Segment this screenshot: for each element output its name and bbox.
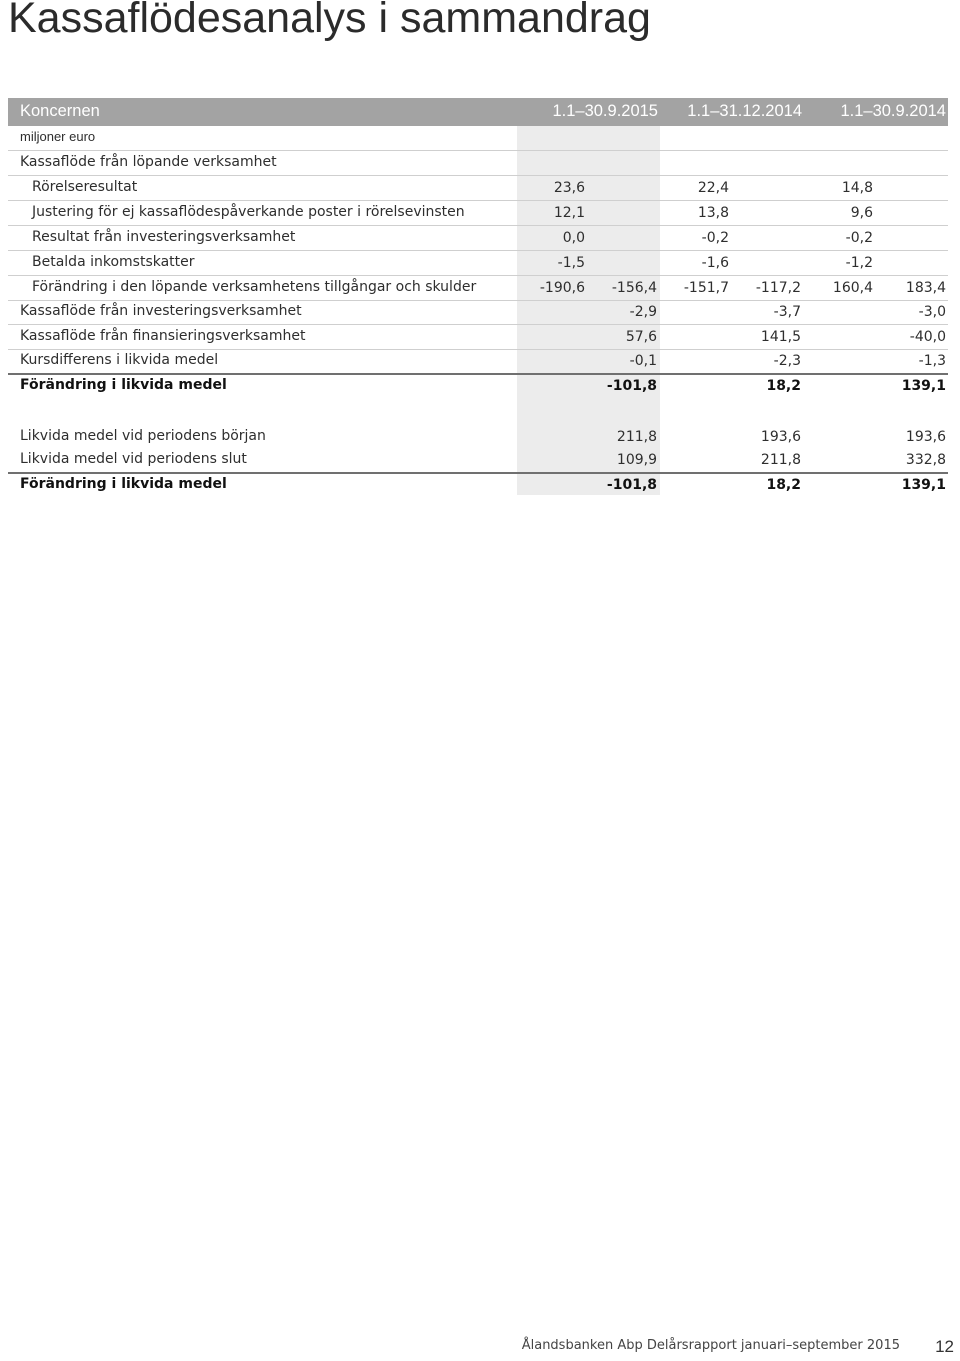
value-2015: 211,8 bbox=[616, 429, 657, 445]
page-title: Kassaflödesanalys i sammandrag bbox=[8, 0, 651, 42]
table-row bbox=[8, 251, 948, 276]
value-2015: 23,6 bbox=[553, 180, 585, 196]
header-label: Koncernen bbox=[20, 102, 100, 120]
row-label: Förändring i likvida medel bbox=[20, 476, 227, 492]
row-label: Kursdifferens i likvida medel bbox=[20, 352, 219, 368]
value-2015: 0,0 bbox=[562, 230, 585, 246]
header-col-2015: 1.1–30.9.2015 bbox=[552, 102, 658, 120]
value-2014-full: 18,2 bbox=[766, 477, 801, 493]
table-row bbox=[8, 448, 948, 473]
value-2014-q3: 139,1 bbox=[901, 378, 946, 394]
table-row bbox=[8, 151, 948, 176]
value-2014-full: 22,4 bbox=[697, 180, 729, 196]
table-row bbox=[8, 226, 948, 251]
value-2015: 12,1 bbox=[553, 205, 585, 221]
value-2014-q3: -0,2 bbox=[845, 230, 873, 246]
table-row bbox=[8, 276, 948, 301]
page-number: 12 bbox=[935, 1337, 954, 1356]
row-label: Rörelseresultat bbox=[32, 179, 138, 195]
row-label: Förändring i likvida medel bbox=[20, 377, 227, 393]
value-2015: 57,6 bbox=[625, 329, 657, 345]
table-row bbox=[8, 201, 948, 226]
value-2015: -101,8 bbox=[606, 378, 657, 394]
value-2014-full: 13,8 bbox=[697, 205, 729, 221]
row-label: Betalda inkomstskatter bbox=[32, 254, 195, 270]
row-label: Förändring i den löpande verksamhetens tillgångar och skulder bbox=[32, 279, 477, 295]
header-col-2014-full: 1.1–31.12.2014 bbox=[687, 102, 802, 120]
table-row bbox=[8, 325, 948, 350]
table-row bbox=[8, 473, 948, 498]
value-2014-full: 141,5 bbox=[760, 329, 801, 345]
row-label: Resultat från investeringsverksamhet bbox=[32, 229, 296, 245]
value-2015: -156,4 bbox=[611, 280, 657, 296]
row-label: Kassaflöde från investeringsverksamhet bbox=[20, 303, 302, 319]
value-2014-q3: -1,3 bbox=[918, 353, 946, 369]
row-label: Likvida medel vid periodens början bbox=[20, 428, 266, 444]
row-label: Likvida medel vid periodens slut bbox=[20, 451, 247, 467]
unit-label: miljoner euro bbox=[20, 129, 96, 144]
value-2014-q3: 14,8 bbox=[841, 180, 873, 196]
table-row bbox=[8, 349, 948, 374]
table-row bbox=[8, 300, 948, 325]
value-2015: -0,1 bbox=[629, 353, 657, 369]
value-2015: -2,9 bbox=[629, 304, 657, 320]
row-label: Kassaflöde från finansieringsverksamhet bbox=[20, 328, 306, 344]
value-2014-q3: -40,0 bbox=[909, 329, 946, 345]
table-header bbox=[8, 98, 948, 126]
value-2015: -101,8 bbox=[606, 477, 657, 493]
value-2015: -1,5 bbox=[557, 255, 585, 271]
value-2014-q3: 332,8 bbox=[905, 452, 946, 468]
value-2014-full: 193,6 bbox=[760, 429, 801, 445]
table-row bbox=[8, 425, 948, 450]
value-2014-full: -2,3 bbox=[773, 353, 801, 369]
row-label: Justering för ej kassaflödespåverkande poster i rörelsevinsten bbox=[32, 204, 465, 220]
value-2014-q3: -1,2 bbox=[845, 255, 873, 271]
table-row bbox=[8, 176, 948, 201]
value-2014-full: 18,2 bbox=[766, 378, 801, 394]
table-row bbox=[8, 126, 948, 151]
value-2014-q3: 139,1 bbox=[901, 477, 946, 493]
table-row bbox=[8, 374, 948, 399]
value-2014-full: -3,7 bbox=[773, 304, 801, 320]
value-2014-full: -117,2 bbox=[755, 280, 801, 296]
value-2015-sub: -190,6 bbox=[539, 280, 585, 296]
value-2014-full: -1,6 bbox=[701, 255, 729, 271]
value-2014-q3: 183,4 bbox=[905, 280, 946, 296]
value-2014-q3: 193,6 bbox=[905, 429, 946, 445]
value-2014-full: -0,2 bbox=[701, 230, 729, 246]
footer-text: Ålandsbanken Abp Delårsrapport januari–september 2015 bbox=[521, 1338, 900, 1353]
value-2014-q3: 9,6 bbox=[850, 205, 873, 221]
row-label: Kassaflöde från löpande verksamhet bbox=[20, 154, 277, 170]
value-2014-full-sub: -151,7 bbox=[683, 280, 729, 296]
value-2014-q3-sub: 160,4 bbox=[832, 280, 873, 296]
header-col-2014-q3: 1.1–30.9.2014 bbox=[840, 102, 946, 120]
value-2015: 109,9 bbox=[616, 452, 657, 468]
value-2014-full: 211,8 bbox=[760, 452, 801, 468]
value-2014-q3: -3,0 bbox=[918, 304, 946, 320]
